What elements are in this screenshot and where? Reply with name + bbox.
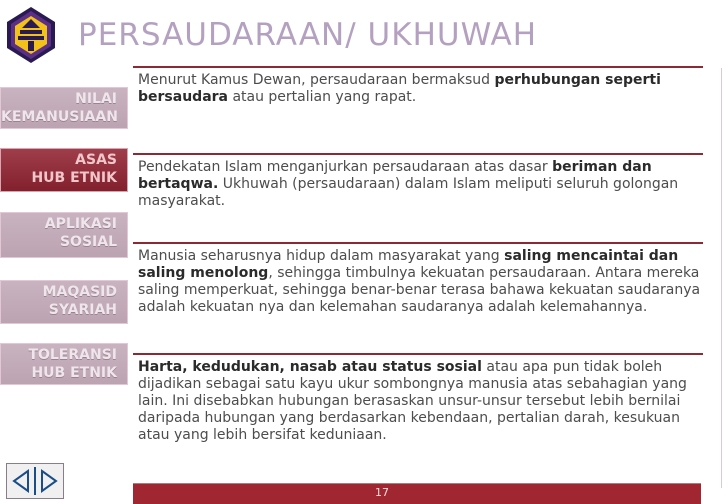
text: , sehingga timbulnya kekuatan persaudaraan. Antara mereka saling memperkuat, sehingga benar-benar terasa bahawa kekuatan saudaranya adalah kekuatan nya dan kelemahan saudaranya adalah kelemahannya. bbox=[138, 265, 701, 315]
bold-text: perhubungan seperti bersaudara bbox=[138, 72, 661, 105]
content-rule bbox=[133, 353, 703, 355]
nav-label-line1: MAQASID bbox=[42, 284, 117, 300]
paragraph-2 bbox=[138, 155, 703, 210]
arrow-divider bbox=[34, 467, 36, 495]
slide-title: PERSAUDARAAN/ UKHUWAH bbox=[78, 17, 538, 53]
paragraph-3 bbox=[138, 244, 703, 316]
content-rule bbox=[133, 66, 703, 68]
nav-button-aplikasi-sosial[interactable] bbox=[0, 212, 128, 258]
nav-button-toleransi-hub-etnik[interactable] bbox=[0, 343, 128, 385]
content-block-1 bbox=[133, 66, 703, 106]
content-rule bbox=[133, 153, 703, 155]
text: Manusia seharusnya hidup dalam masyarakat yang bbox=[138, 248, 505, 264]
page-number: 17 bbox=[375, 486, 389, 499]
nav-label-line2: HUB ETNIK bbox=[31, 365, 117, 381]
bold-text: Harta, kedudukan, nasab atau status sosial bbox=[138, 359, 482, 375]
nav-label-line2: SOSIAL bbox=[59, 234, 117, 250]
text: Ukhuwah (persaudaraan) dalam Islam meliputi seluruh golongan masyarakat. bbox=[138, 176, 679, 209]
nav-label-line2: KEMANUSIAAN bbox=[1, 109, 118, 125]
nav-label-line1: TOLERANSI bbox=[28, 347, 117, 363]
nav-label-line1: NILAI bbox=[75, 91, 117, 107]
nav-button-maqasid-syariah[interactable] bbox=[0, 280, 128, 324]
text: atau apa pun tidak boleh dijadikan sebagai satu kayu ukur sombongnya manusia atas sebahagian yang lain. Ini disebabkan hubungan berasaskan unsur-unsur tersebut lebih bernilai daripada hubungan yang berdasarkan kebendaan, pertalian darah, kesukuan atau yang lebih bersifat keduniaan. bbox=[138, 359, 687, 443]
bold-text: beriman dan bertaqwa. bbox=[138, 159, 652, 192]
content-block-3 bbox=[133, 242, 703, 316]
nav-button-asas-hub-etnik[interactable] bbox=[0, 148, 128, 192]
text: atau pertalian yang rapat. bbox=[228, 89, 417, 105]
nav-label-line2: HUB ETNIK bbox=[31, 170, 117, 186]
content-rule bbox=[133, 242, 703, 244]
bold-text: saling mencaintai dan saling menolong bbox=[138, 248, 679, 281]
arrow-right-icon[interactable] bbox=[38, 468, 60, 494]
paragraph-4 bbox=[138, 355, 703, 444]
arrow-left-icon[interactable] bbox=[10, 468, 32, 494]
university-crest-icon bbox=[6, 6, 56, 64]
nav-label-line2: SYARIAH bbox=[48, 302, 117, 318]
footer-bar bbox=[133, 484, 701, 504]
slide-navigation bbox=[6, 463, 64, 499]
paragraph-1 bbox=[138, 68, 703, 106]
nav-label-line1: ASAS bbox=[75, 152, 117, 168]
nav-button-nilai-kemanusiaan[interactable] bbox=[0, 87, 128, 129]
text: Pendekatan Islam menganjurkan persaudaraan atas dasar bbox=[138, 159, 553, 175]
content-block-2 bbox=[133, 153, 703, 210]
text: Menurut Kamus Dewan, persaudaraan bermaksud bbox=[138, 72, 495, 88]
content-block-4 bbox=[133, 353, 703, 444]
nav-label-line1: APLIKASI bbox=[44, 216, 117, 232]
right-divider bbox=[721, 68, 722, 488]
